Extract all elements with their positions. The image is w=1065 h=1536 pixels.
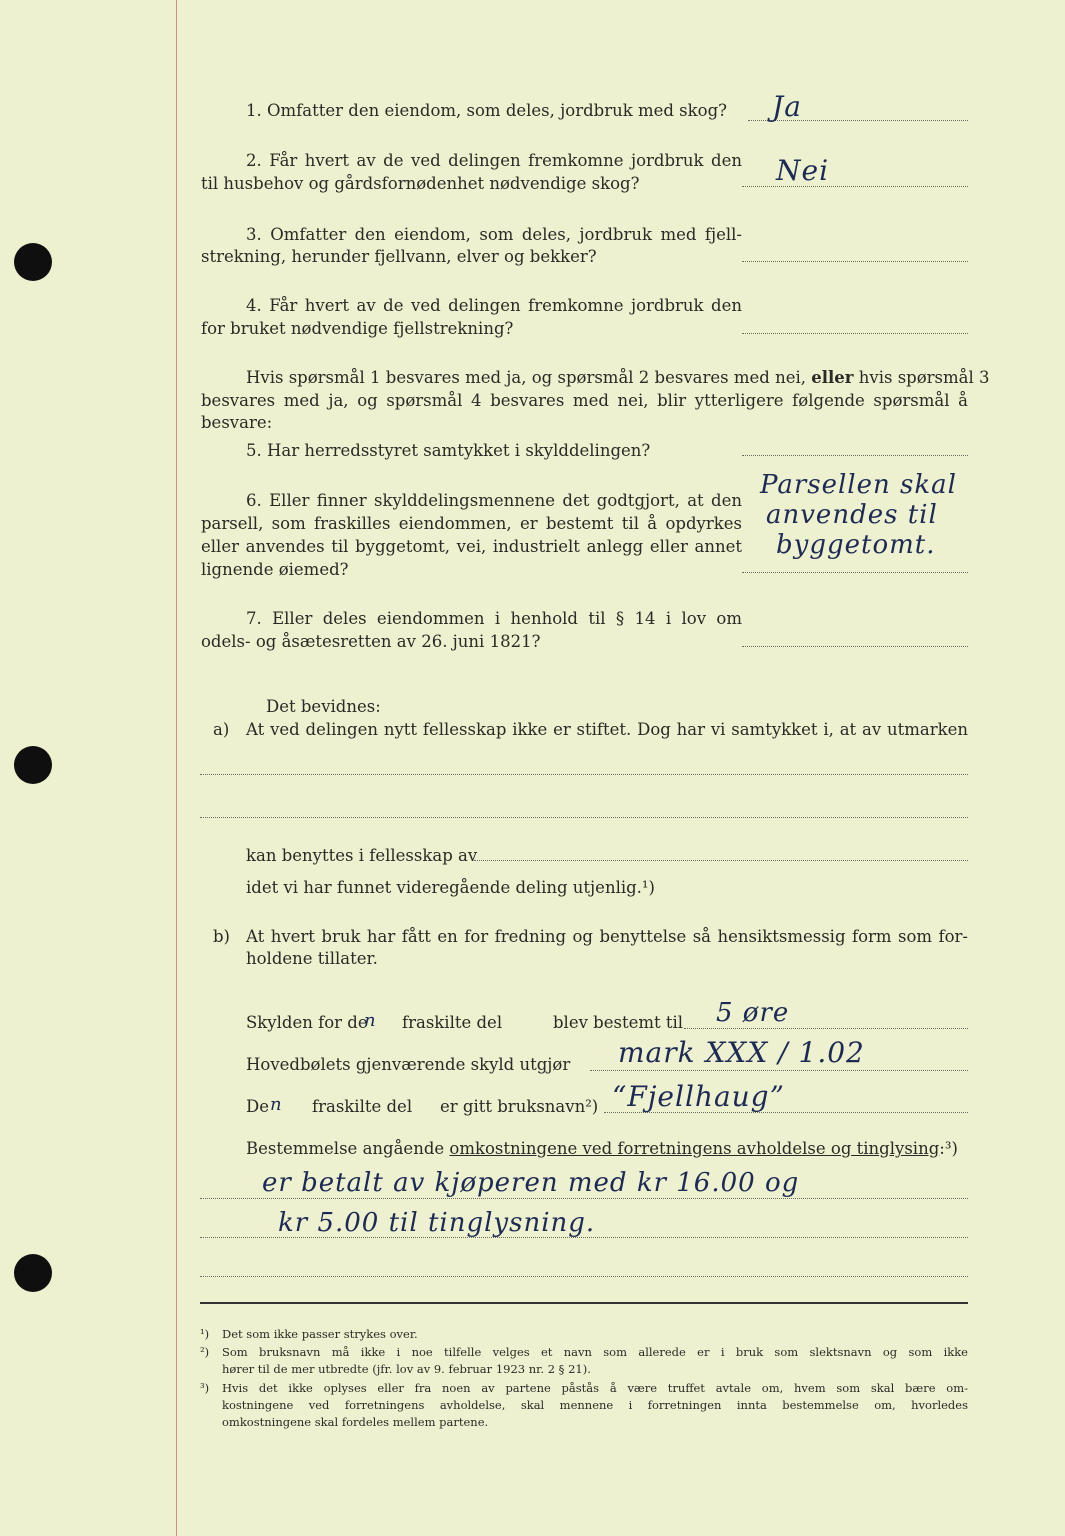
skyld-de-suffix-handwritten: n <box>364 1010 377 1031</box>
question-3-line-1: 3. Omfatter den eiendom, som deles, jordbruk med fjell- <box>246 225 742 244</box>
utmark-line-2[interactable] <box>200 817 968 818</box>
answer-6-line-1-handwritten: Parsellen skal <box>760 470 957 500</box>
bestemmelse-underlined: omkostningene ved forretningens avholdelse og tinglysing <box>449 1139 940 1158</box>
answer-line-7[interactable] <box>742 646 968 647</box>
question-5: 5. Har herredsstyret samtykket i skylddelingen? <box>246 441 651 460</box>
footnote-rule <box>200 1302 968 1304</box>
question-6-line-1: 6. Eller finner skylddelingsmennene det godtgjort, at den <box>246 491 742 510</box>
question-6-line-4: lignende øiemed? <box>201 560 349 579</box>
cost-line-3[interactable] <box>200 1276 968 1277</box>
certify-a-label: a) <box>213 720 230 739</box>
punch-hole-top <box>14 243 52 281</box>
certify-a-text: At ved delingen nytt fellesskap ikke er stiftet. Dog har vi samtykket i, at av utmarken <box>246 720 968 739</box>
answer-1-handwritten: Ja <box>772 90 802 123</box>
punch-hole-middle <box>14 746 52 784</box>
skyld-label-c: blev bestemt til <box>553 1013 684 1032</box>
hoved-label: Hovedbølets gjenværende skyld utgjør <box>246 1055 571 1074</box>
footnote-1-mark: ¹) <box>200 1327 210 1341</box>
bruks-value-handwritten: “Fjellhaug” <box>612 1080 785 1113</box>
question-4-line-1: 4. Får hvert av de ved delingen fremkomne jordbruk den <box>246 296 742 315</box>
cost-line-1-handwritten: er betalt av kjøperen med kr 16.00 og <box>262 1168 800 1198</box>
question-2-line-1: 2. Får hvert av de ved delingen fremkomne jordbruk den <box>246 151 742 170</box>
certify-b-label: b) <box>213 927 230 946</box>
question-4-line-2: for bruket nødvendige fjellstrekning? <box>201 319 514 338</box>
punch-hole-bottom <box>14 1254 52 1292</box>
question-3-line-2: strekning, herunder fjellvann, elver og bekker? <box>201 247 597 266</box>
answer-line-5[interactable] <box>742 455 968 456</box>
footnote-2-line-1: Som bruksnavn må ikke i noe tilfelle velges et navn som allerede er i bruk som slektsnavn og som ikke <box>222 1345 968 1359</box>
footnote-1-text: Det som ikke passer strykes over. <box>222 1327 418 1341</box>
answer-6-line-3-handwritten: byggetomt. <box>776 530 936 560</box>
certify-b-line-2: holdene tillater. <box>246 949 378 968</box>
bruks-label-b: fraskilte del <box>312 1097 413 1116</box>
certify-heading: Det bevidnes: <box>266 697 381 716</box>
skyld-label-a: Skylden for de <box>246 1013 368 1032</box>
answer-6-line-2-handwritten: anvendes til <box>766 500 938 530</box>
question-7-line-1: 7. Eller deles eiendommen i henhold til § 14 i lov om <box>246 609 742 628</box>
skyld-value-handwritten: 5 øre <box>716 998 790 1028</box>
certify-b-line-1: At hvert bruk har fått en for fredning og benyttelse så hensiktsmessig form som for- <box>246 927 968 946</box>
footnote-2-line-2: hører til de mer utbredte (jfr. lov av 9. februar 1923 nr. 2 § 21). <box>222 1362 591 1376</box>
margin-line <box>176 0 177 1536</box>
question-6-line-2: parsell, som fraskilles eiendommen, er bestemt til å opdyrkes <box>201 514 742 533</box>
question-6-line-3: eller anvendes til byggetomt, vei, industrielt anlegg eller annet <box>201 537 742 556</box>
answer-2-handwritten: Nei <box>776 154 830 187</box>
cost-line-1[interactable] <box>200 1198 968 1199</box>
bestemmelse-label <box>246 1138 958 1160</box>
cost-line-2-handwritten: kr 5.00 til tinglysning. <box>278 1208 596 1238</box>
footnote-3-line-2: kostningene ved forretningens avholdelse, skal mennene i forretningen innta bestemmelse om, hvorledes <box>222 1398 968 1412</box>
utmark-line-1[interactable] <box>200 774 968 775</box>
answer-line-4[interactable] <box>742 333 968 334</box>
question-7-line-2: odels- og åsætesretten av 26. juni 1821? <box>201 632 541 651</box>
footnote-2-mark: ²) <box>200 1345 210 1359</box>
bruks-label-c: er gitt bruksnavn²) <box>440 1097 599 1116</box>
hoved-value-handwritten: mark XXX / 1.02 <box>618 1036 865 1069</box>
bruks-de-suffix-handwritten: n <box>270 1094 283 1115</box>
conditional-bold: eller <box>811 368 854 387</box>
bestemmelse-text-a: Bestemmelse angående <box>246 1139 445 1158</box>
question-1: 1. Omfatter den eiendom, som deles, jordbruk med skog? <box>246 101 727 120</box>
bestemmelse-text-b: :³) <box>939 1139 958 1158</box>
conditional-line-1 <box>246 367 990 389</box>
footnote-3-line-1: Hvis det ikke oplyses eller fra noen av partene påstås å være truffet avtale om, hvem som skal bære om- <box>222 1381 968 1395</box>
answer-line-3[interactable] <box>742 261 968 262</box>
skyld-value-line[interactable] <box>684 1028 968 1029</box>
conditional-line-2: besvares med ja, og spørsmål 4 besvares med nei, blir ytterligere følgende spørsmål å besvare: <box>201 391 968 432</box>
footnote-3-line-3: omkostningene skal fordeles mellem partene. <box>222 1415 489 1429</box>
shared-use-label: kan benyttes i fellesskap av <box>246 846 478 865</box>
conditional-text-a: Hvis spørsmål 1 besvares med ja, og spørsmål 2 besvares med nei, <box>246 368 807 387</box>
conditional-text-b: hvis spørsmål 3 <box>858 368 990 387</box>
question-2-line-2: til husbehov og gårdsfornødenhet nødvendige skog? <box>201 174 640 193</box>
skyld-label-b: fraskilte del <box>402 1013 503 1032</box>
hoved-value-line[interactable] <box>590 1070 968 1071</box>
shared-use-line[interactable] <box>474 860 968 861</box>
bruks-label-a: De <box>246 1097 269 1116</box>
finding-text: idet vi har funnet videregående deling utjenlig.¹) <box>246 878 655 897</box>
answer-line-6[interactable] <box>742 572 968 573</box>
footnote-3-mark: ³) <box>200 1381 210 1395</box>
